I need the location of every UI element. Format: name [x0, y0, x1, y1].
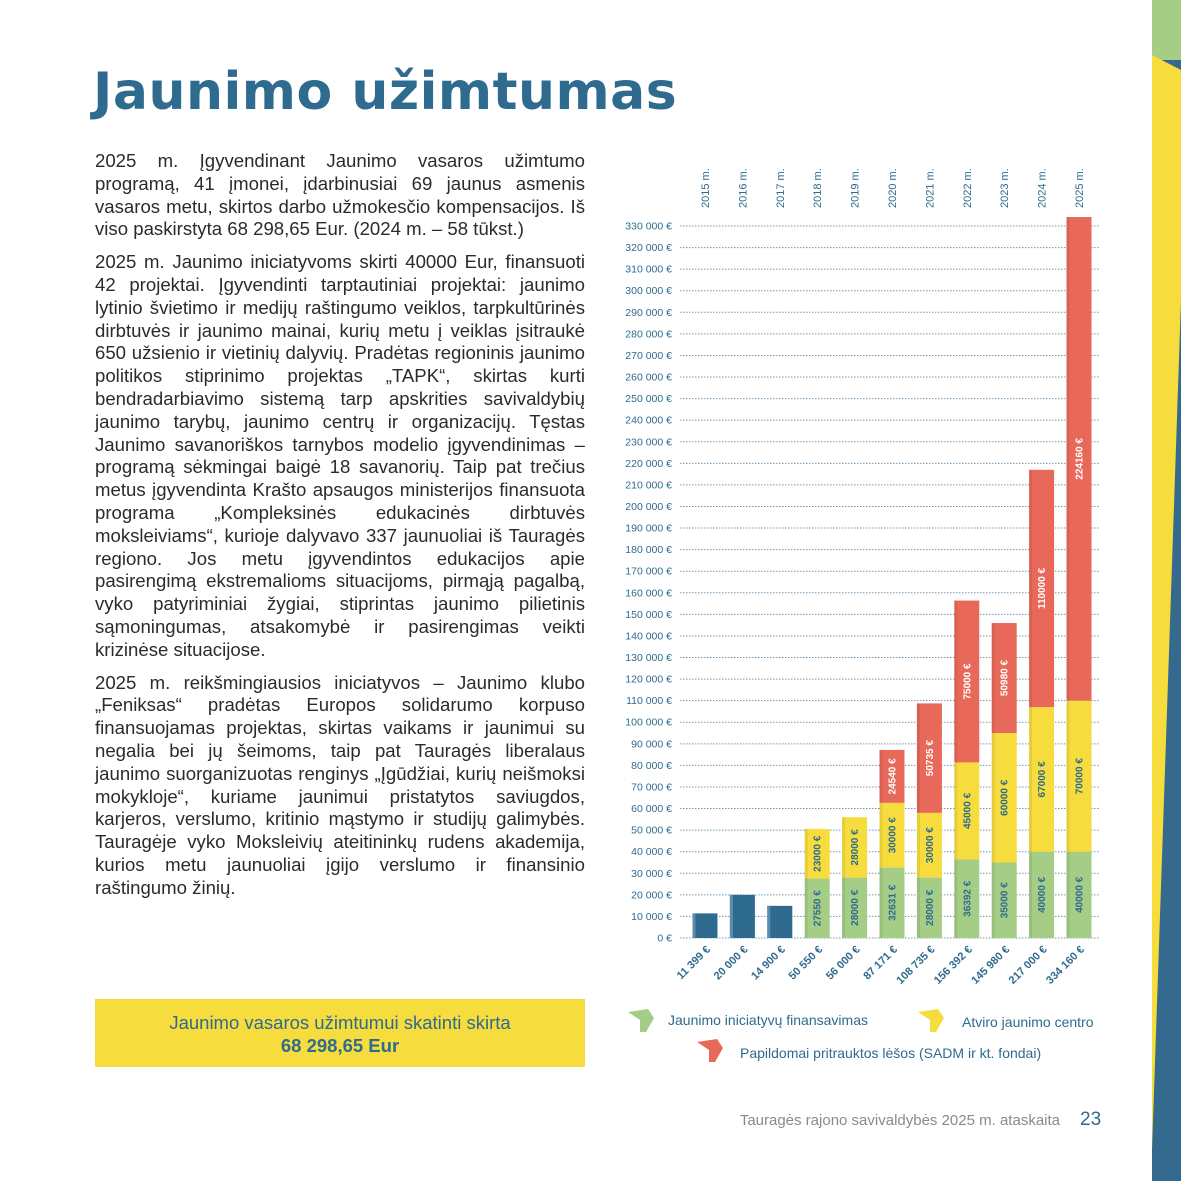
category-label: 2024 m. — [1036, 168, 1049, 208]
y-tick-label: 30 000 € — [631, 867, 672, 880]
total-label: 87 171 € — [861, 943, 901, 983]
category-label: 2019 m. — [849, 168, 862, 208]
y-tick-label: 260 000 € — [625, 371, 672, 384]
page-title: Jaunimo užimtumas — [93, 62, 678, 122]
y-tick-label: 180 000 € — [625, 544, 672, 557]
category-label: 2018 m. — [812, 168, 825, 208]
y-tick-label: 320 000 € — [625, 242, 672, 255]
y-tick-label: 160 000 € — [625, 587, 672, 600]
bar-value-label: 40000 € — [1037, 876, 1049, 913]
bar-segment-shade — [1067, 701, 1070, 852]
total-label: 108 735 € — [894, 943, 938, 987]
category-label: 2015 m. — [700, 168, 712, 208]
bar-segment-shade — [1067, 852, 1070, 938]
bar-segment-shade — [917, 813, 920, 878]
bar-segment-shade — [954, 762, 957, 859]
bar-segment-shade — [805, 829, 808, 879]
y-tick-label: 190 000 € — [625, 522, 672, 535]
y-tick-label: 110 000 € — [626, 695, 672, 708]
legend-swatch — [918, 1009, 944, 1032]
bar-value-label: 70000 € — [1074, 758, 1086, 795]
side-accent-overlay — [1152, 0, 1181, 1181]
highlight-text: Jaunimo vasaros užimtumui skatinti skirta — [169, 1012, 511, 1033]
total-label: 20 000 € — [711, 943, 751, 983]
bar-segment-shade — [954, 859, 957, 938]
bar-value-label: 45000 € — [962, 792, 974, 830]
bar-total — [693, 913, 718, 938]
y-tick-label: 220 000 € — [625, 457, 672, 470]
y-tick-label: 100 000 € — [625, 716, 672, 729]
y-tick-label: 310 000 € — [625, 263, 672, 276]
y-tick-label: 210 000 € — [625, 479, 672, 492]
category-label: 2017 m. — [774, 168, 787, 208]
bar-value-label: 224160 € — [1074, 437, 1086, 480]
y-tick-label: 70 000 € — [631, 781, 672, 794]
bar-total-shade — [767, 906, 770, 938]
legend-swatch — [697, 1039, 723, 1062]
y-tick-label: 270 000 € — [625, 349, 672, 362]
bar-total-shade — [693, 913, 696, 938]
bar-value-label: 110000 € — [1037, 567, 1049, 610]
bar-segment-shade — [880, 803, 883, 868]
y-tick-label: 50 000 € — [631, 824, 672, 837]
category-label: 2025 m. — [1074, 168, 1086, 208]
y-tick-label: 20 000 € — [631, 889, 672, 902]
body-text — [95, 150, 585, 910]
category-label: 2023 m. — [999, 168, 1012, 208]
bar-value-label: 24540 € — [887, 758, 899, 795]
bar-segment-shade — [992, 862, 995, 938]
bar-segment-shade — [917, 703, 920, 812]
y-tick-label: 150 000 € — [625, 608, 672, 621]
bar-total-shade — [730, 895, 733, 938]
bar-value-label: 67000 € — [1037, 761, 1049, 798]
y-tick-label: 140 000 € — [625, 630, 672, 643]
bar-segment-shade — [992, 733, 995, 862]
total-label: 145 980 € — [969, 943, 1013, 987]
bar-segment-shade — [954, 601, 957, 763]
legend-label: Jaunimo iniciatyvų finansavimas — [668, 1012, 868, 1028]
total-label: 50 550 € — [786, 943, 826, 983]
bar-segment-shade — [1029, 852, 1032, 938]
y-tick-label: 250 000 € — [625, 393, 672, 406]
legend-label: Papildomai pritrauktos lėšos (SADM ir kt. fondai) — [740, 1045, 1042, 1061]
bar-value-label: 60000 € — [999, 779, 1011, 816]
bar-value-label: 35000 € — [999, 882, 1011, 919]
category-label: 2020 m. — [887, 168, 899, 208]
bar-total — [730, 895, 755, 938]
bar-segment-shade — [992, 623, 995, 733]
bar-value-label: 28000 € — [924, 889, 936, 926]
paragraph-youth-initiatives: 2025 m. Jaunimo iniciatyvoms skirti 40000 Eur, finansuoti 42 projektai. Įgyvendinti tarptautiniai projektai: jaunimo lytinio švietimo ir medijų raštingumo veiklos, tarpkultūrinės dirbtuvės ir jaunimo mainai, kurių metu į veiklas įsitraukė 650 užsienio ir vietinių dalyvių. Pradėtas regioninis jaunimo politikos stiprinimo projektas „TAPK“, skirtas kurti bendradarbiavimo sistemą tarp apskrities savivaldybių jaunimo tarybų, jaunimo centrų ir organizacijų. Tęstas Jaunimo savanoriškos tarnybos modelio įgyvendinimas – programą sėkmingai baigė 18 savanorių. Taip pat trečius metus įgyvendinta Krašto apsaugos ministerijos finansuota programa „Kompleksinės edukacinės dirbtuvės moksleiviams“, kurioje dalyvavo 337 jaunuoliai iš Tauragės regiono. Jos metu įgyvendintos edukacijos apie pasirengimą ekstremalioms situacijoms, pirmąją pagalbą, vyko patyriminiai žygiai, stiprintas jaunimo pilietinis sąmoningumas, atsakomybė ir pasirengimas veikti krizinėse situacijose. — [95, 251, 585, 660]
footer-report-title: Tauragės rajono savivaldybės 2025 m. ataskaita — [739, 1112, 1060, 1129]
y-tick-label: 280 000 € — [625, 328, 672, 341]
bar-value-label: 75000 € — [962, 663, 974, 700]
bar-value-label: 36392 € — [962, 880, 974, 917]
y-tick-label: 130 000 € — [625, 652, 672, 665]
y-tick-label: 90 000 € — [631, 738, 672, 751]
bar-value-label: 32631 € — [887, 884, 899, 921]
total-label: 334 160 € — [1044, 943, 1088, 987]
bar-value-label: 40000 € — [1074, 876, 1086, 913]
y-tick-label: 80 000 € — [631, 759, 672, 772]
bar-segment-shade — [1029, 707, 1032, 852]
y-tick-label: 60 000 € — [631, 803, 672, 816]
y-tick-label: 330 000 € — [625, 220, 672, 233]
funding-chart — [600, 150, 1110, 1070]
category-label: 2016 m. — [737, 168, 750, 208]
bar-segment-shade — [880, 868, 883, 938]
bar-value-label: 27550 € — [812, 890, 824, 927]
highlight-box — [95, 999, 585, 1067]
bar-value-label: 23000 € — [812, 835, 824, 872]
category-label: 2022 m. — [961, 168, 974, 208]
paragraph-significant-initiatives: 2025 m. reikšmingiausios iniciatyvos – Jaunimo klubo „Feniksas“ pradėtas Europos solidarumo korpuso finansuojamas projektas, skirtas vaikams ir jaunimui su negalia bei jų šeimoms, taip pat Tauragės liberalaus jaunimo suorganizuotas renginys „Įgūdžiai, kurių neišmoksi mokykloje“, kuriame jaunimui pristatytos saviugdos, karjeros, verslumo, kritinio mąstymo ir studijų galimybės. Tauragėje vyko Moksleivių ateitininkų rudens akademija, kurios metu jaunuoliai įgijo verslumo ir finansinio raštingumo žinių. — [95, 671, 585, 898]
bar-value-label: 28000 € — [850, 829, 862, 866]
bar-value-label: 50980 € — [999, 659, 1011, 697]
bar-segment-shade — [1029, 470, 1032, 707]
legend-label: Atviro jaunimo centro — [962, 1014, 1094, 1030]
y-tick-label: 0 € — [657, 932, 672, 945]
bar-segment-shade — [917, 878, 920, 938]
total-label: 11 399 € — [674, 943, 714, 982]
y-tick-label: 10 000 € — [631, 910, 672, 923]
y-tick-label: 170 000 € — [625, 565, 672, 578]
bar-total — [767, 906, 792, 938]
bar-segment-shade — [880, 750, 883, 803]
paragraph-summer-employment: 2025 m. Įgyvendinant Jaunimo vasaros užimtumo programą, 41 įmonei, įdarbinusiai 69 jaunus asmenis vasaros metu, skirtos darbo užmokesčio kompensacijos. Iš viso paskirstyta 68 298,65 Eur. (2024 m. – 58 tūkst.) — [95, 150, 585, 240]
y-tick-label: 120 000 € — [625, 673, 672, 686]
category-label: 2021 m. — [924, 168, 937, 208]
y-tick-label: 290 000 € — [625, 306, 672, 319]
bar-value-label: 50735 € — [924, 740, 936, 777]
y-tick-label: 40 000 € — [631, 846, 672, 859]
y-tick-label: 200 000 € — [625, 500, 672, 513]
total-label: 217 000 € — [1006, 943, 1050, 987]
total-label: 156 392 € — [931, 943, 975, 987]
y-tick-label: 300 000 € — [625, 285, 672, 298]
y-tick-label: 240 000 € — [625, 414, 672, 427]
bar-value-label: 30000 € — [924, 827, 936, 864]
bar-value-label: 28000 € — [850, 889, 862, 926]
bar-segment-shade — [805, 879, 808, 938]
y-tick-label: 230 000 € — [625, 436, 672, 449]
page-number: 23 — [1080, 1109, 1102, 1130]
total-label: 14 900 € — [749, 943, 788, 983]
legend-swatch — [628, 1009, 654, 1032]
bar-segment-shade — [842, 817, 845, 877]
bar-segment-shade — [1067, 217, 1070, 701]
total-label: 56 000 € — [823, 943, 863, 983]
bar-value-label: 30000 € — [887, 817, 899, 854]
bar-segment-shade — [842, 878, 845, 938]
highlight-amount: 68 298,65 Eur — [280, 1035, 400, 1056]
